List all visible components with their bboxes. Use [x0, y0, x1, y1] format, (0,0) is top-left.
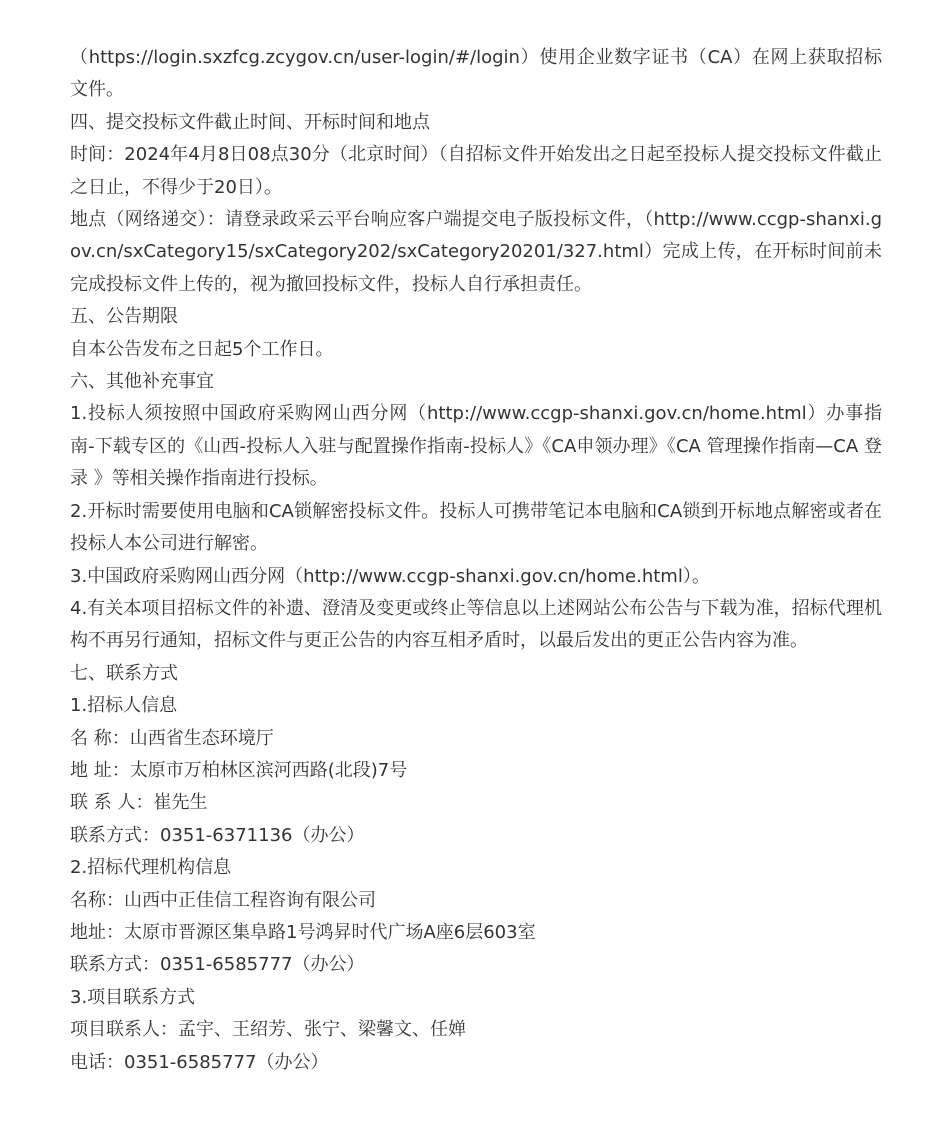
- tenderer-name: 名 称：山西省生态环境厅: [70, 727, 274, 749]
- contact-subheading-agency: 2.招标代理机构信息: [70, 857, 232, 879]
- agency-name: 名称：山西中正佳信工程咨询有限公司: [70, 889, 376, 911]
- tenderer-address: 地 址：太原市万柏林区滨河西路(北段)7号: [70, 759, 408, 781]
- paragraph-submission-location: 地点（网络递交）：请登录政采云平台响应客户端提交电子版投标文件，（http://www.ccgp-shanxi.gov.cn/sxCategory15/sxCategory202/sxCategory20201/327.html）完成上传，在开标时间前未完成投标文件上传的，视为撤回投标文件，投标人自行承担责任。: [70, 209, 882, 295]
- agency-address: 地址：太原市晋源区集阜路1号鸿昇时代广场A座6层603室: [70, 921, 536, 943]
- agency-phone: 联系方式：0351-6585777（办公）: [70, 954, 365, 976]
- section-heading-supplementary: 六、其他补充事宜: [70, 371, 214, 393]
- paragraph-supplementary-2: 2.开标时需要使用电脑和CA锁解密投标文件。投标人可携带笔记本电脑和CA锁到开标地点解密或者在投标人本公司进行解密。: [70, 500, 882, 555]
- section-heading-contact: 七、联系方式: [70, 662, 178, 684]
- project-contact-persons: 项目联系人：孟宇、王绍芳、张宁、梁馨文、任婵: [70, 1019, 466, 1041]
- paragraph-supplementary-3: 3.中国政府采购网山西分网（http://www.ccgp-shanxi.gov.cn/home.html）。: [70, 565, 710, 587]
- section-heading-notice-period: 五、公告期限: [70, 306, 178, 328]
- paragraph-supplementary-4: 4.有关本项目招标文件的补遗、澄清及变更或终止等信息以上述网站公布公告与下载为准，招标代理机构不再另行通知，招标文件与更正公告的内容互相矛盾时，以最后发出的更正公告内容为准。: [70, 597, 882, 652]
- paragraph-ca-login-link: （https://login.sxzfcg.zcygov.cn/user-login/#/login）使用企业数字证书（CA）在网上获取招标文件。: [70, 47, 882, 101]
- document-body: [70, 42, 882, 1079]
- tenderer-contact-person: 联 系 人：崔先生: [70, 792, 208, 814]
- tenderer-phone: 联系方式：0351-6371136（办公）: [70, 824, 365, 846]
- paragraph-deadline-time: 时间：2024年4月8日08点30分（北京时间）（自招标文件开始发出之日起至投标人提交投标文件截止之日止，不得少于20日）。: [70, 144, 882, 198]
- paragraph-notice-period: 自本公告发布之日起5个工作日。: [70, 338, 334, 360]
- section-heading-deadline: 四、提交投标文件截止时间、开标时间和地点: [70, 111, 430, 133]
- contact-subheading-project: 3.项目联系方式: [70, 986, 196, 1008]
- paragraph-supplementary-1: 1.投标人须按照中国政府采购网山西分网（http://www.ccgp-shanxi.gov.cn/home.html）办事指南-下载专区的《山西-投标人入驻与配置操作指南-投标人》《CA申领办理》《CA 管理操作指南—CA 登录 》等相关操作指南进行投标。: [70, 403, 882, 490]
- contact-subheading-tenderer: 1.招标人信息: [70, 695, 178, 717]
- project-phone: 电话：0351-6585777（办公）: [70, 1051, 329, 1073]
